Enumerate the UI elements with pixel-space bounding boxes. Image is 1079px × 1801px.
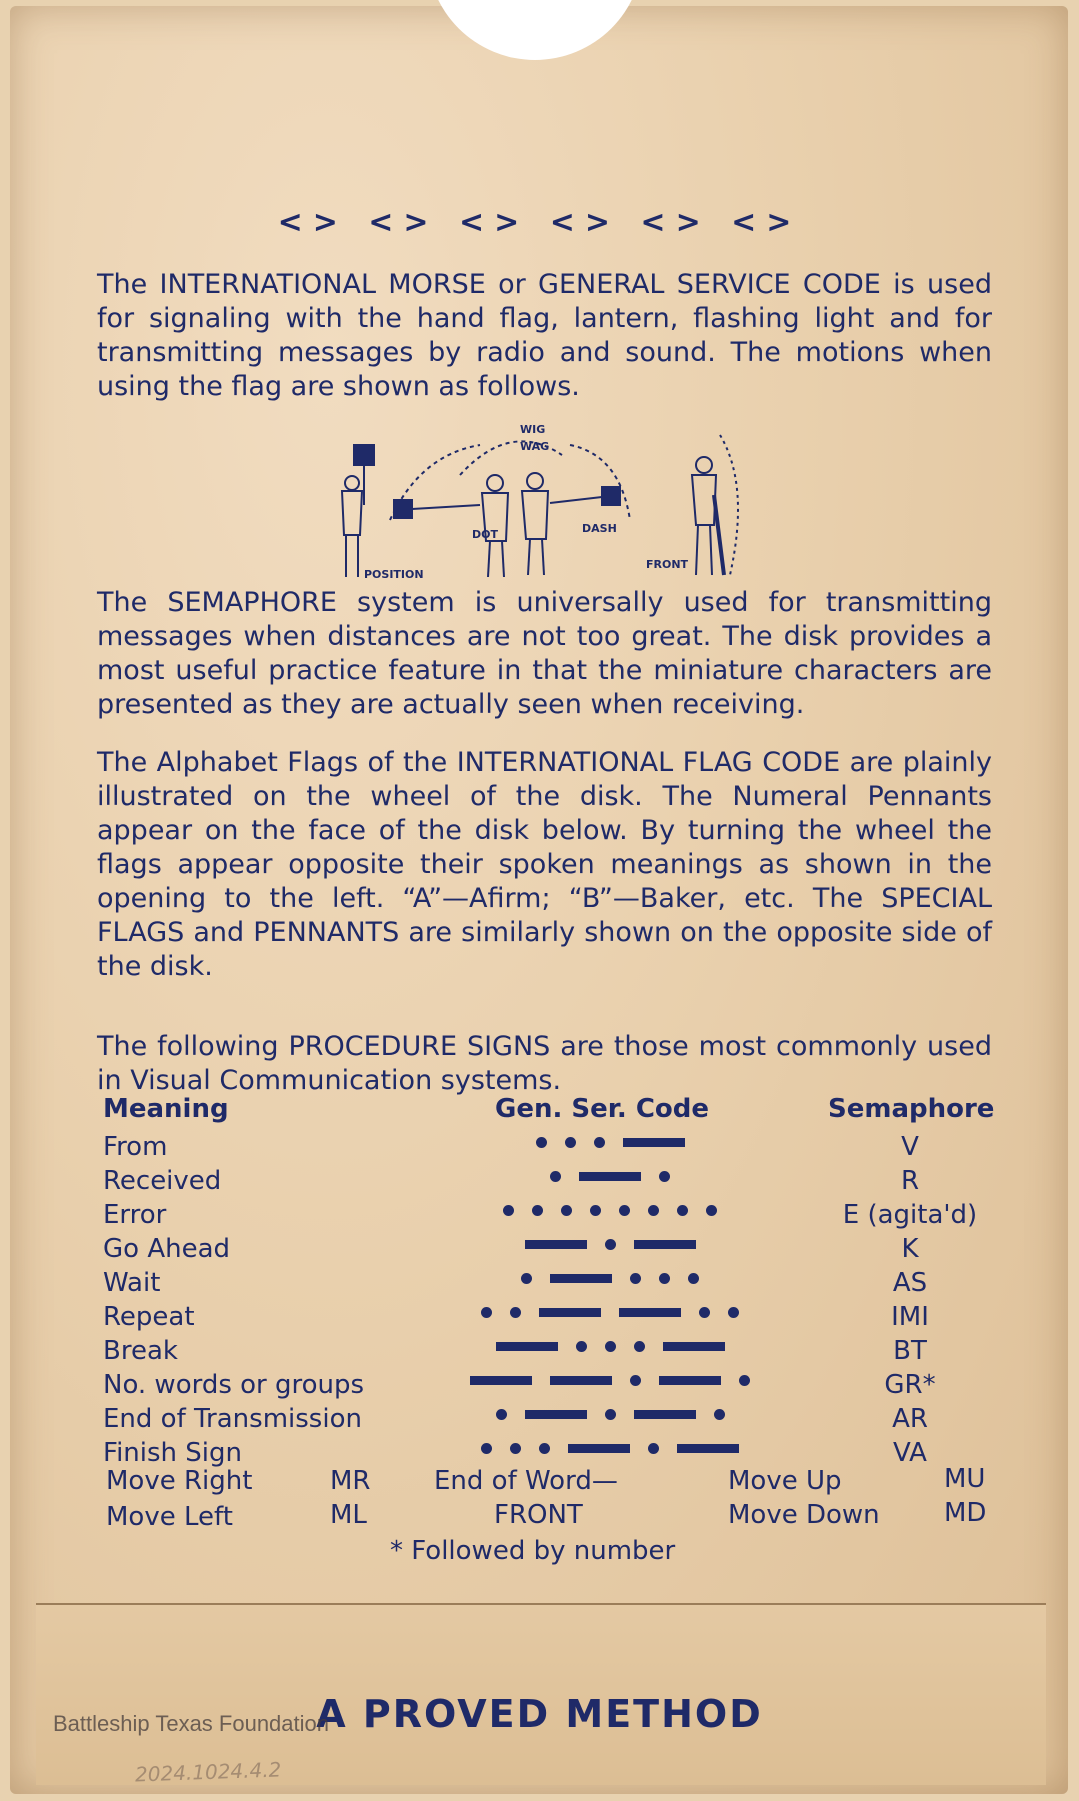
front-figure — [692, 435, 738, 575]
morse-dot — [677, 1205, 688, 1216]
morse-code — [420, 1234, 800, 1268]
procedure-meaning: Repeat — [103, 1302, 195, 1332]
morse-dot — [576, 1341, 587, 1352]
morse-dash — [525, 1410, 587, 1419]
code-header: Gen. Ser. Code — [495, 1094, 710, 1124]
morse-dot — [605, 1341, 616, 1352]
semaphore-sign: AS — [892, 1268, 928, 1298]
morse-dot — [605, 1409, 616, 1420]
morse-paragraph: The INTERNATIONAL MORSE or GENERAL SERVICE CODE is used for signaling with the hand flag, lantern, flashing light and for transmitting messages by radio and sound. The motions when using the flag are shown as follows. — [97, 269, 992, 402]
semaphore-sign: V — [901, 1132, 919, 1162]
morse-dot — [532, 1205, 543, 1216]
morse-dot — [706, 1205, 717, 1216]
morse-code — [420, 1132, 800, 1166]
morse-dash — [470, 1376, 532, 1385]
flags-paragraph: The Alphabet Flags of the INTERNATIONAL FLAG CODE are plainly illustrated on the wheel of the disk. The Numeral Pennants appear on the face of the disk below. By turning the wheel the flags appear opposite their spoken meanings as shown in the opening to the left. “A”—Afirm; “B”—Baker, etc. The SPECIAL FLAGS and PENNANTS are similarly shown on the opposite side of the disk. — [97, 747, 992, 982]
dash-label: DASH — [582, 522, 617, 535]
move-right-code: MR — [330, 1466, 371, 1496]
semaphore-sign: IMI — [891, 1302, 929, 1332]
semaphore-sign: AR — [892, 1404, 928, 1434]
position-figure — [342, 445, 374, 577]
procedure-meaning: No. words or groups — [103, 1370, 365, 1400]
morse-code — [420, 1200, 800, 1234]
morse-dot — [659, 1273, 670, 1284]
morse-dot — [481, 1443, 492, 1454]
morse-dot — [510, 1443, 521, 1454]
move-up-label: Move Up — [728, 1466, 842, 1496]
procedure-meaning: Received — [103, 1166, 222, 1196]
flag-motions-figure — [330, 425, 770, 585]
morse-dot — [503, 1205, 514, 1216]
morse-dash — [634, 1240, 696, 1249]
procedure-meaning: Error — [103, 1200, 167, 1230]
wig-wag-figures — [390, 441, 630, 577]
semaphore-sign: VA — [893, 1438, 927, 1468]
morse-dot — [699, 1307, 710, 1318]
procedure-meaning: Finish Sign — [103, 1438, 242, 1468]
morse-dot — [714, 1409, 725, 1420]
morse-dash — [634, 1410, 696, 1419]
morse-dash — [663, 1342, 725, 1351]
procedure-paragraph: The following PROCEDURE SIGNS are those most commonly used in Visual Communication systems. — [97, 1031, 992, 1096]
morse-dot — [739, 1375, 750, 1386]
procedure-meaning: Go Ahead — [103, 1234, 231, 1264]
morse-dot — [536, 1137, 547, 1148]
move-down-label: Move Down — [728, 1500, 880, 1530]
procedure-meaning: Wait — [103, 1268, 161, 1298]
move-right-label: Move Right — [106, 1466, 253, 1496]
morse-dot — [510, 1307, 521, 1318]
semaphore-sign: E (agita'd) — [842, 1200, 978, 1230]
morse-dash — [579, 1172, 641, 1181]
morse-code — [420, 1166, 800, 1200]
morse-dot — [521, 1273, 532, 1284]
morse-dot — [594, 1137, 605, 1148]
morse-dash — [550, 1274, 612, 1283]
morse-dot — [539, 1443, 550, 1454]
morse-dot — [648, 1205, 659, 1216]
morse-dot — [590, 1205, 601, 1216]
flap-title: A PROVED METHOD — [316, 1692, 763, 1736]
front-label-bottom: FRONT — [494, 1500, 583, 1530]
morse-dot — [688, 1273, 699, 1284]
morse-dot — [496, 1409, 507, 1420]
morse-dash — [623, 1138, 685, 1147]
morse-code — [420, 1336, 800, 1370]
inventory-number: 2024.1024.4.2 — [134, 1757, 282, 1787]
morse-dot — [550, 1171, 561, 1182]
morse-code — [420, 1268, 800, 1302]
morse-code — [420, 1404, 800, 1438]
move-left-label: Move Left — [106, 1502, 233, 1532]
footnote: * Followed by number — [390, 1536, 676, 1566]
morse-dot — [565, 1137, 576, 1148]
semaphore-sign: BT — [893, 1336, 927, 1366]
morse-dash — [677, 1444, 739, 1453]
morse-code — [420, 1302, 800, 1336]
morse-dash — [619, 1308, 681, 1317]
morse-dot — [634, 1341, 645, 1352]
morse-dot — [619, 1205, 630, 1216]
semaphore-paragraph: The SEMAPHORE system is universally used for transmitting messages when distances are not too great. The disk provides a most useful practice feature in that the miniature characters are presented as they are actually seen when receiving. — [97, 587, 992, 720]
morse-code — [420, 1370, 800, 1404]
morse-dash — [568, 1444, 630, 1453]
morse-dot — [630, 1375, 641, 1386]
move-up-code: MU — [944, 1464, 986, 1494]
wig-label: WIG — [520, 423, 546, 436]
morse-dot — [659, 1171, 670, 1182]
semaphore-sign: R — [900, 1166, 920, 1196]
watermark: Battleship Texas Foundation — [53, 1711, 329, 1736]
procedure-meaning: From — [103, 1132, 168, 1162]
semaphore-sign: K — [901, 1234, 919, 1264]
morse-dot — [630, 1273, 641, 1284]
move-down-code: MD — [944, 1498, 987, 1528]
position-label: POSITION — [364, 568, 424, 581]
dot-label: DOT — [472, 528, 498, 541]
morse-dash — [496, 1342, 558, 1351]
meaning-header: Meaning — [103, 1094, 229, 1124]
morse-dot — [561, 1205, 572, 1216]
diamond-ornament: <> <> <> <> <> <> — [277, 205, 802, 240]
move-left-code: ML — [330, 1500, 367, 1530]
morse-dash — [539, 1308, 601, 1317]
morse-dot — [481, 1307, 492, 1318]
procedure-meaning: Break — [103, 1336, 178, 1366]
end-of-word-label: End of Word— — [434, 1466, 618, 1496]
morse-dash — [659, 1376, 721, 1385]
morse-dash — [550, 1376, 612, 1385]
semaphore-header: Semaphore — [828, 1094, 995, 1124]
morse-dash — [525, 1240, 587, 1249]
procedure-meaning: End of Transmission — [103, 1404, 362, 1434]
morse-dot — [605, 1239, 616, 1250]
morse-dot — [648, 1443, 659, 1454]
morse-dot — [728, 1307, 739, 1318]
semaphore-sign: GR* — [884, 1370, 936, 1400]
wag-label: WAG — [520, 440, 550, 453]
front-label: FRONT — [646, 558, 689, 571]
